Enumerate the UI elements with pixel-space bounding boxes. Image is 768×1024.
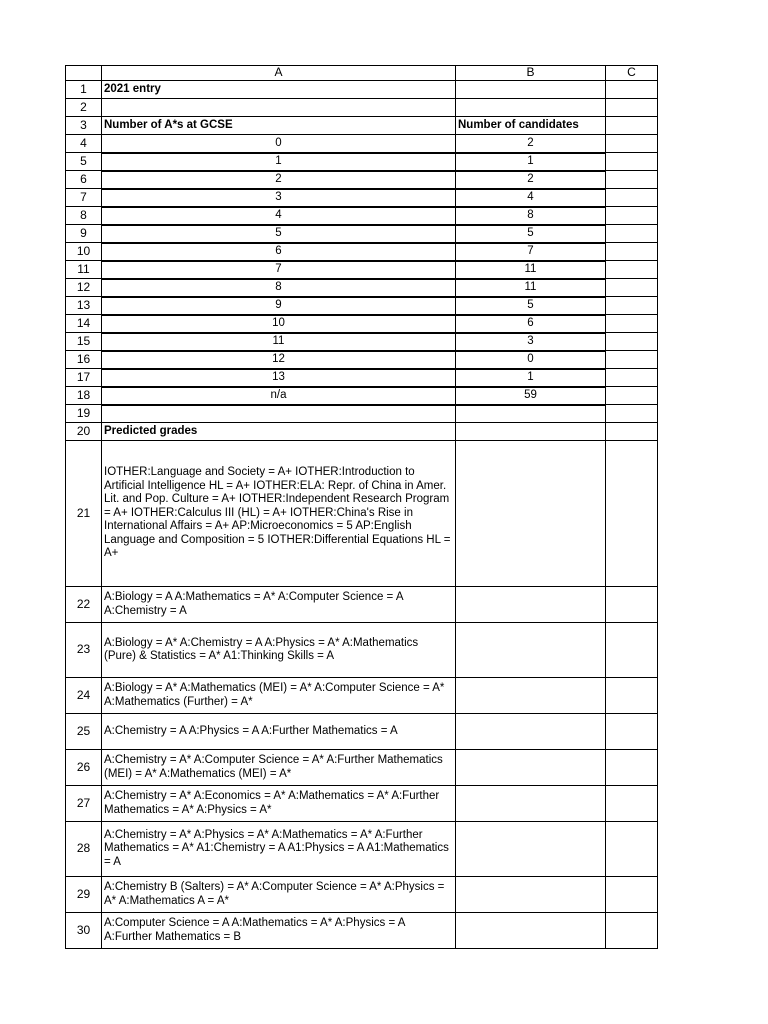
cell-empty[interactable]: [606, 877, 658, 913]
table-row: [66, 99, 658, 117]
row-number[interactable]: 22: [66, 587, 102, 623]
cell-gcse-count[interactable]: 6: [102, 243, 456, 261]
cell-empty[interactable]: [606, 678, 658, 714]
column-header-a[interactable]: A: [102, 66, 456, 81]
row-number[interactable]: 19: [66, 405, 102, 423]
table-row: [66, 750, 658, 786]
cell-gcse-count[interactable]: 4: [102, 207, 456, 225]
corner-cell[interactable]: [66, 66, 102, 81]
cell-candidates[interactable]: 11: [456, 279, 606, 297]
table-row: [66, 189, 658, 207]
table-row: [66, 81, 658, 99]
cell-empty[interactable]: [456, 750, 606, 786]
cell-empty[interactable]: [606, 587, 658, 623]
row-number[interactable]: 10: [66, 243, 102, 261]
cell-empty[interactable]: [456, 822, 606, 877]
table-row: [66, 714, 658, 750]
cell-empty[interactable]: [606, 714, 658, 750]
table-row: [66, 387, 658, 405]
cell-gcse-count[interactable]: 11: [102, 333, 456, 351]
cell-empty[interactable]: [456, 623, 606, 678]
row-number[interactable]: 11: [66, 261, 102, 279]
cell-empty[interactable]: [456, 441, 606, 587]
cell-predicted-grades[interactable]: A:Chemistry = A* A:Physics = A* A:Mathematics = A* A:Further Mathematics = A* A1:Chemistry = A A1:Physics = A A1:Mathematics = A: [102, 822, 456, 877]
column-header-b[interactable]: B: [456, 66, 606, 81]
cell-candidates[interactable]: 59: [456, 387, 606, 405]
cell-empty[interactable]: [456, 423, 606, 441]
cell-empty[interactable]: [606, 99, 658, 117]
row-number[interactable]: 29: [66, 877, 102, 913]
row-number[interactable]: 28: [66, 822, 102, 877]
row-number[interactable]: 4: [66, 135, 102, 153]
cell-empty[interactable]: [606, 207, 658, 225]
cell-candidates[interactable]: 1: [456, 153, 606, 171]
cell-empty[interactable]: [606, 315, 658, 333]
table-row: [66, 279, 658, 297]
table-row: [66, 117, 658, 135]
table-row: [66, 243, 658, 261]
table-row: [66, 441, 658, 587]
table-row: [66, 171, 658, 189]
table-row: [66, 225, 658, 243]
cell-empty[interactable]: [606, 822, 658, 877]
cell-empty[interactable]: [606, 153, 658, 171]
cell-empty[interactable]: [606, 387, 658, 405]
row-number[interactable]: 17: [66, 369, 102, 387]
table-row: [66, 315, 658, 333]
column-header-c[interactable]: C: [606, 66, 658, 81]
table-row: [66, 678, 658, 714]
cell-empty[interactable]: [606, 750, 658, 786]
cell-empty[interactable]: [456, 405, 606, 423]
cell-gcse-count[interactable]: 13: [102, 369, 456, 387]
column-header-row: [66, 66, 658, 81]
cell-empty[interactable]: [606, 135, 658, 153]
cell-candidates[interactable]: 7: [456, 243, 606, 261]
cell-gcse-count[interactable]: 0: [102, 135, 456, 153]
cell-predicted-grades[interactable]: A:Biology = A A:Mathematics = A* A:Computer Science = A A:Chemistry = A: [102, 587, 456, 623]
row-number[interactable]: 27: [66, 786, 102, 822]
cell-empty[interactable]: [606, 441, 658, 587]
cell-empty[interactable]: [606, 423, 658, 441]
cell-empty[interactable]: [606, 913, 658, 949]
table-row: [66, 405, 658, 423]
table-row: [66, 351, 658, 369]
cell-empty[interactable]: [456, 587, 606, 623]
cell-gcse-count[interactable]: 12: [102, 351, 456, 369]
cell-gcse-count[interactable]: n/a: [102, 387, 456, 405]
cell-gcse-count[interactable]: 7: [102, 261, 456, 279]
cell-candidates[interactable]: 3: [456, 333, 606, 351]
cell-predicted-grades[interactable]: A:Biology = A* A:Chemistry = A A:Physics = A* A:Mathematics (Pure) & Statistics = A* A1:Thinking Skills = A: [102, 623, 456, 678]
cell-empty[interactable]: [606, 405, 658, 423]
cell-candidates[interactable]: 5: [456, 297, 606, 315]
row-number[interactable]: 15: [66, 333, 102, 351]
row-number[interactable]: 18: [66, 387, 102, 405]
cell-empty[interactable]: [606, 333, 658, 351]
cell-predicted-grades[interactable]: A:Chemistry = A* A:Computer Science = A* A:Further Mathematics (MEI) = A* A:Mathematics (MEI) = A*: [102, 750, 456, 786]
cell-predicted-grades[interactable]: A:Biology = A* A:Mathematics (MEI) = A* A:Computer Science = A* A:Mathematics (Further) = A*: [102, 678, 456, 714]
cell-empty[interactable]: [606, 351, 658, 369]
cell-empty[interactable]: [606, 117, 658, 135]
cell-predicted-grades[interactable]: A:Chemistry = A* A:Economics = A* A:Mathematics = A* A:Further Mathematics = A* A:Physics = A*: [102, 786, 456, 822]
cell-empty[interactable]: [606, 171, 658, 189]
cell-candidates[interactable]: 0: [456, 351, 606, 369]
table-row: [66, 822, 658, 877]
cell-predicted-grades[interactable]: A:Computer Science = A A:Mathematics = A* A:Physics = A A:Further Mathematics = B: [102, 913, 456, 949]
row-number[interactable]: 20: [66, 423, 102, 441]
cell-empty[interactable]: [456, 877, 606, 913]
cell-candidates[interactable]: 6: [456, 315, 606, 333]
cell-gcse-count[interactable]: 1: [102, 153, 456, 171]
cell-gcse-count[interactable]: 3: [102, 189, 456, 207]
row-number[interactable]: 26: [66, 750, 102, 786]
row-number[interactable]: 7: [66, 189, 102, 207]
table-row: [66, 423, 658, 441]
cell-empty[interactable]: [456, 99, 606, 117]
cell-empty[interactable]: [606, 189, 658, 207]
row-number[interactable]: 9: [66, 225, 102, 243]
cell-empty[interactable]: [606, 225, 658, 243]
cell-header-a[interactable]: Number of A*s at GCSE: [102, 117, 456, 135]
cell-candidates[interactable]: 2: [456, 171, 606, 189]
cell-candidates[interactable]: 8: [456, 207, 606, 225]
cell-empty[interactable]: [456, 913, 606, 949]
cell-empty[interactable]: [606, 279, 658, 297]
spreadsheet-grid: [65, 65, 658, 949]
table-row: [66, 913, 658, 949]
row-number[interactable]: 6: [66, 171, 102, 189]
cell-candidates[interactable]: 1: [456, 369, 606, 387]
cell-empty[interactable]: [606, 369, 658, 387]
row-number[interactable]: 5: [66, 153, 102, 171]
cell-empty[interactable]: [606, 297, 658, 315]
row-number[interactable]: 1: [66, 81, 102, 99]
cell-empty[interactable]: [606, 261, 658, 279]
cell-gcse-count[interactable]: 5: [102, 225, 456, 243]
table-row: [66, 877, 658, 913]
row-number[interactable]: 2: [66, 99, 102, 117]
cell-empty[interactable]: [456, 786, 606, 822]
cell-gcse-count[interactable]: 2: [102, 171, 456, 189]
row-number[interactable]: 25: [66, 714, 102, 750]
table-row: [66, 333, 658, 351]
cell-candidates[interactable]: 4: [456, 189, 606, 207]
table-row: [66, 207, 658, 225]
cell-empty[interactable]: [102, 99, 456, 117]
cell-gcse-count[interactable]: 8: [102, 279, 456, 297]
table-row: [66, 369, 658, 387]
row-number[interactable]: 24: [66, 678, 102, 714]
cell-predicted-grades[interactable]: A:Chemistry = A A:Physics = A A:Further Mathematics = A: [102, 714, 456, 750]
cell-title[interactable]: 2021 entry: [102, 81, 456, 99]
row-number[interactable]: 13: [66, 297, 102, 315]
cell-candidates[interactable]: 11: [456, 261, 606, 279]
cell-candidates[interactable]: 5: [456, 225, 606, 243]
cell-empty[interactable]: [606, 243, 658, 261]
table-row: [66, 153, 658, 171]
row-number[interactable]: 8: [66, 207, 102, 225]
table-row: [66, 623, 658, 678]
row-number[interactable]: 14: [66, 315, 102, 333]
cell-empty[interactable]: [606, 786, 658, 822]
cell-predicted-label[interactable]: Predicted grades: [102, 423, 456, 441]
cell-header-b[interactable]: Number of candidates: [456, 117, 606, 135]
cell-predicted-grades[interactable]: IOTHER:Language and Society = A+ IOTHER:Introduction to Artificial Intelligence HL = A+ IOTHER:ELA: Repr. of China in Amer. Lit. and Pop. Culture = A+ IOTHER:Independent Research Program = A+ IOTHER:Calculus III (HL) = A+ IOTHER:China's Rise in International Affairs = A+ AP:Microeconomics = 5 AP:English Language and Composition = 5 IOTHER:Differential Equations HL = A+: [102, 441, 456, 587]
row-number[interactable]: 12: [66, 279, 102, 297]
row-number[interactable]: 30: [66, 913, 102, 949]
cell-predicted-grades[interactable]: A:Chemistry B (Salters) = A* A:Computer Science = A* A:Physics = A* A:Mathematics A = A*: [102, 877, 456, 913]
row-number[interactable]: 21: [66, 441, 102, 587]
cell-empty[interactable]: [456, 678, 606, 714]
cell-empty[interactable]: [456, 81, 606, 99]
table-row: [66, 135, 658, 153]
row-number[interactable]: 3: [66, 117, 102, 135]
table-row: [66, 261, 658, 279]
cell-gcse-count[interactable]: 9: [102, 297, 456, 315]
cell-empty[interactable]: [102, 405, 456, 423]
table-row: [66, 587, 658, 623]
table-row: [66, 786, 658, 822]
cell-empty[interactable]: [606, 623, 658, 678]
row-number[interactable]: 16: [66, 351, 102, 369]
cell-empty[interactable]: [606, 81, 658, 99]
row-number[interactable]: 23: [66, 623, 102, 678]
cell-empty[interactable]: [456, 714, 606, 750]
cell-gcse-count[interactable]: 10: [102, 315, 456, 333]
table-row: [66, 297, 658, 315]
cell-candidates[interactable]: 2: [456, 135, 606, 153]
